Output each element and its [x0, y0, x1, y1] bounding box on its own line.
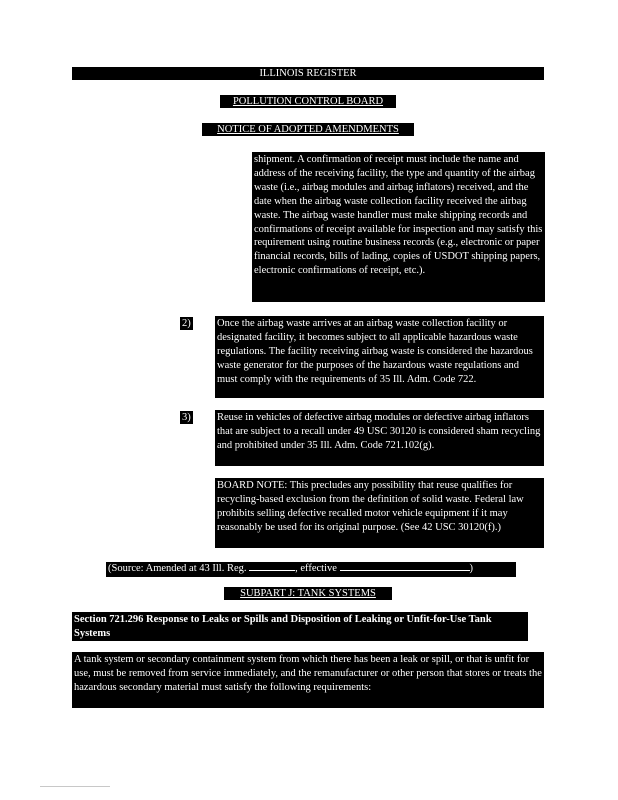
- item-paragraph: [215, 316, 544, 398]
- register-title: ILLINOIS REGISTER: [259, 68, 357, 79]
- board-note: [215, 478, 544, 548]
- scan-artifact: [40, 786, 110, 787]
- source-middle: , effective: [295, 563, 337, 574]
- section-body: [72, 652, 544, 708]
- item-text: Once the airbag waste arrives at an airbag waste collection facility or designated facility, it becomes subject to all applicable hazardous waste regulations. The facility receiving airbag waste is considered the hazardous waste generator for the purposes of the hazardous waste regulations and must comply with the requirements of 35 Ill. Adm. Code 722.: [217, 318, 533, 385]
- item-number: 3): [182, 412, 191, 423]
- source-suffix: ): [469, 563, 474, 574]
- board-header: [220, 95, 396, 108]
- subpart-title: SUBPART J: TANK SYSTEMS: [240, 588, 376, 599]
- subpart-heading: [224, 587, 392, 600]
- section-body-text: A tank system or secondary containment system from which there has been a leak or spill, or that is unfit for use, must be removed from service immediately, and the remanufacturer or other person that stores or treats the hazardous secondary material must satisfy the following requirements:: [74, 654, 542, 693]
- blank-line: [340, 570, 470, 571]
- notice-header: [202, 123, 414, 136]
- continuation-paragraph: [252, 152, 545, 302]
- item-number: 2): [182, 318, 191, 329]
- section-heading: [72, 612, 528, 641]
- register-header: [72, 67, 544, 80]
- blank-line: [249, 570, 295, 571]
- continuation-text: shipment. A confirmation of receipt must include the name and address of the receiving facility, the type and quantity of the airbag waste (i.e., airbag modules and airbag inflators) received, and the date when the airbag waste collection facility received the airbag waste. The airbag waste handler must make shipping records and confirmations of receipt available for inspection and may satisfy this requirement using routine business records (e.g., electronic or paper financial records, bills of lading, copies of USDOT shipping papers, electronic confirmations of receipt, etc.).: [254, 154, 543, 277]
- section-title: Section 721.296 Response to Leaks or Spills and Disposition of Leaking or Unfit-for-Use Tank Systems: [74, 614, 492, 639]
- source-prefix: (Source: Amended at 43 Ill. Reg.: [108, 563, 247, 574]
- notice-title: NOTICE OF ADOPTED AMENDMENTS: [217, 124, 399, 135]
- board-title: POLLUTION CONTROL BOARD: [232, 96, 384, 107]
- item-paragraph: [215, 410, 544, 466]
- item-text: Reuse in vehicles of defective airbag modules or defective airbag inflators that are subject to a recall under 49 USC 30120 is considered sham recycling and prohibited under 35 Ill. Adm. Code 721.102(g).: [217, 412, 541, 451]
- board-note-text: BOARD NOTE: This precludes any possibility that reuse qualifies for recycling-based exclusion from the definition of solid waste. Federal law prohibits selling defective recalled motor vehicle equipment if it may reasonably be used for its original purpose. (See 42 USC 30120(f).): [217, 480, 524, 533]
- source-note: [106, 562, 516, 577]
